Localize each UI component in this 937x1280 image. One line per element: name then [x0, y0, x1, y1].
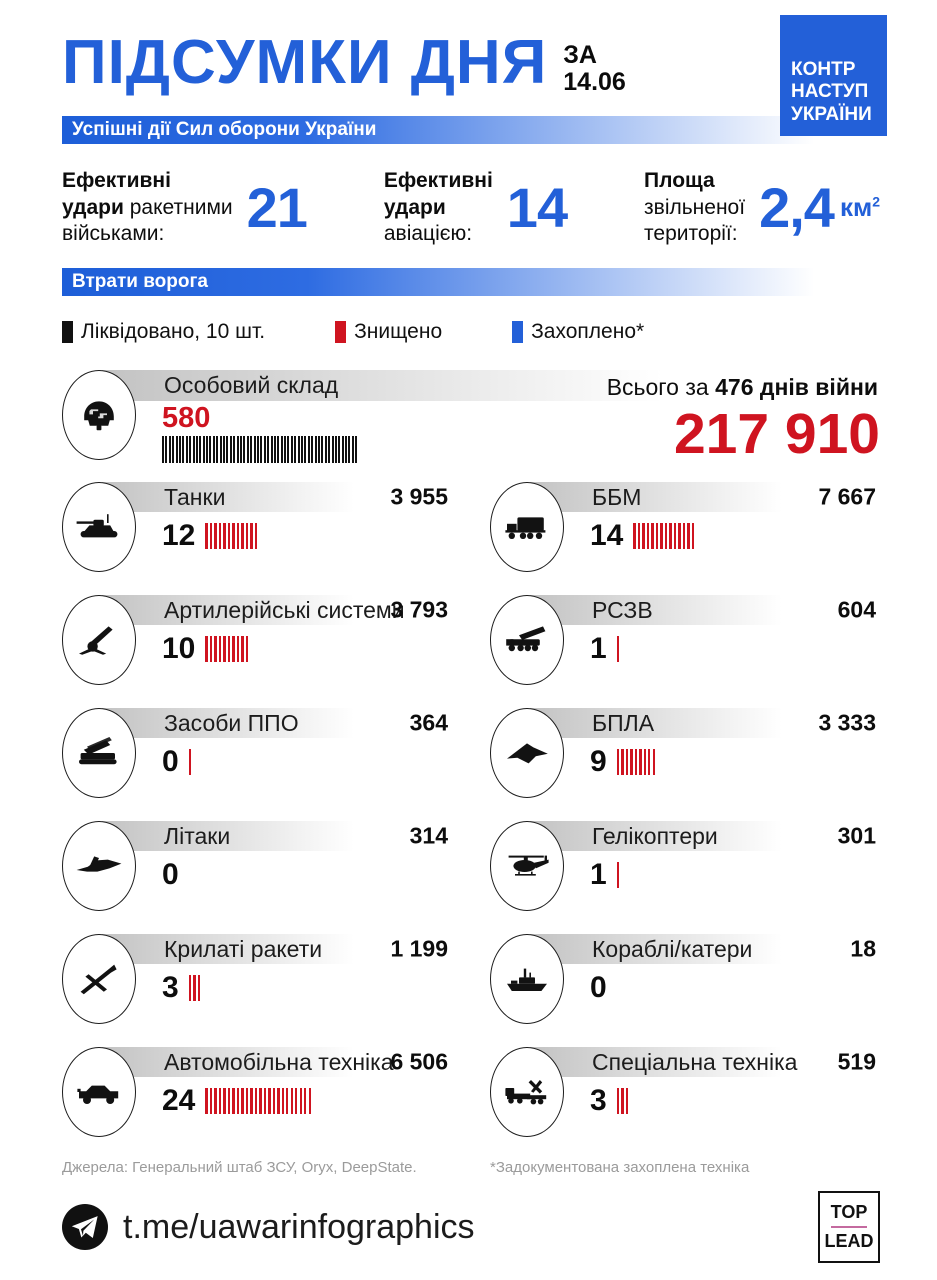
- drone-icon: [503, 736, 551, 770]
- war-days-total: Всього за 476 днів війни: [606, 374, 878, 400]
- sam-icon: [75, 736, 123, 770]
- special-vehicle-icon: [503, 1075, 551, 1109]
- loss-item-label: РСЗВ: [592, 596, 653, 623]
- legend-item-2: Захоплено*: [512, 320, 644, 344]
- loss-item-total: 314: [409, 822, 448, 849]
- telegram-link[interactable]: t.me/uawarinfographics: [123, 1207, 475, 1246]
- sources-text: Джерела: Генеральний штаб ЗСУ, Oryx, DeepState.: [62, 1159, 417, 1176]
- loss-item-icon-circle: [62, 482, 136, 572]
- loss-item-label: ББМ: [592, 483, 642, 510]
- header: [62, 28, 880, 97]
- legend-swatch: [62, 321, 73, 343]
- loss-item-icon-circle: [490, 821, 564, 911]
- loss-item-daily: 3: [162, 971, 179, 1004]
- legend-item-0: Ліквідовано, 10 шт.: [62, 320, 265, 344]
- loss-item: [490, 821, 880, 911]
- section-success-strip: Успішні дії Сил оборони України: [62, 116, 880, 144]
- loss-item-daily: 0: [162, 745, 179, 778]
- loss-item-daily: 9: [590, 745, 607, 778]
- loss-item-icon-circle: [62, 708, 136, 798]
- losses-grid: [62, 482, 880, 1137]
- loss-item-label: Літаки: [164, 822, 231, 849]
- loss-item-ticks: [617, 1088, 630, 1114]
- cruise-missile-icon: [75, 962, 123, 996]
- counteroffensive-badge: КОНТР НАСТУП УКРАЇНИ: [780, 15, 887, 136]
- loss-item: [490, 934, 880, 1024]
- captured-note: *Задокументована захоплена техніка: [490, 1159, 750, 1176]
- jet-icon: [75, 849, 123, 883]
- loss-item-total: 3 333: [818, 709, 876, 736]
- stat-2: Площа звільненої території: 2,4 $км^2$: [644, 169, 880, 246]
- loss-item-label: БПЛА: [592, 709, 655, 736]
- loss-item-ticks: [205, 1088, 313, 1114]
- legend-swatch: [512, 321, 523, 343]
- loss-item: [490, 1047, 880, 1137]
- loss-item-icon-circle: [62, 595, 136, 685]
- daily-strike-stats: [62, 168, 880, 248]
- loss-item: [62, 821, 452, 911]
- loss-item-icon-circle: [490, 934, 564, 1024]
- loss-item-label: Кораблі/катери: [592, 935, 753, 962]
- helmet-icon: [75, 398, 123, 432]
- toplead-logo: TOP LEAD: [818, 1191, 880, 1263]
- stat-1: Ефективні удари авіацією: 14: [383, 169, 568, 246]
- legend-swatch: [335, 321, 346, 343]
- loss-item-total: 3 955: [390, 483, 448, 510]
- stat-0: Ефективні удари ракетними військами: 21: [62, 169, 307, 246]
- legend: [62, 320, 880, 344]
- loss-item-daily: 24: [162, 1084, 196, 1117]
- loss-item-total: 3 793: [390, 596, 448, 623]
- loss-item-label: Гелікоптери: [592, 822, 718, 849]
- personnel-bar: [102, 370, 880, 401]
- loss-item-ticks: [617, 749, 657, 775]
- loss-item-ticks: [189, 749, 193, 775]
- loss-item-label: Крилаті ракети: [164, 935, 323, 962]
- loss-item-icon-circle: [490, 482, 564, 572]
- loss-item-ticks: [617, 862, 621, 888]
- loss-item-total: 1 199: [390, 935, 448, 962]
- jeep-icon: [75, 1075, 123, 1109]
- loss-item-daily: 0: [162, 858, 179, 891]
- mlrs-icon: [503, 623, 551, 657]
- loss-item-label: Засоби ППО: [164, 709, 299, 736]
- loss-item: [490, 708, 880, 798]
- loss-item: [62, 595, 452, 685]
- loss-item-icon-circle: [62, 934, 136, 1024]
- footnotes: [62, 1159, 880, 1177]
- personnel-row: [62, 370, 880, 468]
- loss-item: [62, 1047, 452, 1137]
- helicopter-icon: [503, 849, 551, 883]
- loss-item-ticks: [205, 636, 250, 662]
- stat-value: 21: [246, 176, 307, 240]
- apc-truck-icon: [503, 510, 551, 544]
- loss-item-ticks: [189, 975, 202, 1001]
- stat-value: 14: [506, 176, 568, 240]
- report-date: ЗА 14.06: [563, 41, 626, 96]
- loss-item: [62, 482, 452, 572]
- loss-item-total: 301: [837, 822, 876, 849]
- loss-item-icon-circle: [490, 708, 564, 798]
- personnel-label: Особовий склад: [164, 372, 339, 398]
- loss-item-daily: 0: [590, 971, 607, 1004]
- loss-item-total: 18: [850, 935, 876, 962]
- page-title: ПІДСУМКИ ДНЯ: [62, 28, 548, 97]
- loss-item-ticks: [633, 523, 696, 549]
- tank-icon: [75, 510, 123, 544]
- loss-item: [490, 595, 880, 685]
- loss-item-label: Автомобільна техніка: [164, 1048, 394, 1075]
- loss-item-total: 519: [837, 1048, 876, 1075]
- loss-item: [490, 482, 880, 572]
- loss-item-icon-circle: [490, 595, 564, 685]
- personnel-icon-circle: [62, 370, 136, 460]
- toplead-divider: [831, 1226, 867, 1228]
- loss-item-icon-circle: [62, 1047, 136, 1137]
- telegram-icon: [62, 1204, 108, 1250]
- loss-item: [62, 934, 452, 1024]
- loss-item-ticks: [617, 636, 621, 662]
- footer: [62, 1191, 880, 1263]
- loss-item-daily: 12: [162, 519, 196, 552]
- loss-item-daily: 3: [590, 1084, 607, 1117]
- loss-item-daily: 1: [590, 632, 607, 665]
- section-losses-strip: Втрати ворога: [62, 268, 880, 296]
- personnel-daily-count: 580: [162, 402, 211, 434]
- loss-item-label: Артилерійські системи: [164, 596, 405, 623]
- artillery-icon: [75, 623, 123, 657]
- loss-item-label: Танки: [164, 483, 226, 510]
- loss-item-total: 364: [409, 709, 448, 736]
- loss-item: [62, 708, 452, 798]
- personnel-grand-total: 217 910: [673, 402, 880, 466]
- loss-item-daily: 10: [162, 632, 196, 665]
- legend-item-1: Знищено: [335, 320, 442, 344]
- loss-item-total: 6 506: [390, 1048, 448, 1075]
- loss-item-icon-circle: [490, 1047, 564, 1137]
- loss-item-icon-circle: [62, 821, 136, 911]
- loss-item-total: 604: [837, 596, 876, 623]
- loss-item-total: 7 667: [818, 483, 876, 510]
- stat-value: 2,4: [759, 176, 834, 240]
- loss-item-ticks: [205, 523, 259, 549]
- loss-item-daily: 1: [590, 858, 607, 891]
- ship-icon: [503, 962, 551, 996]
- loss-item-daily: 14: [590, 519, 624, 552]
- loss-item-label: Спеціальна техніка: [592, 1048, 798, 1075]
